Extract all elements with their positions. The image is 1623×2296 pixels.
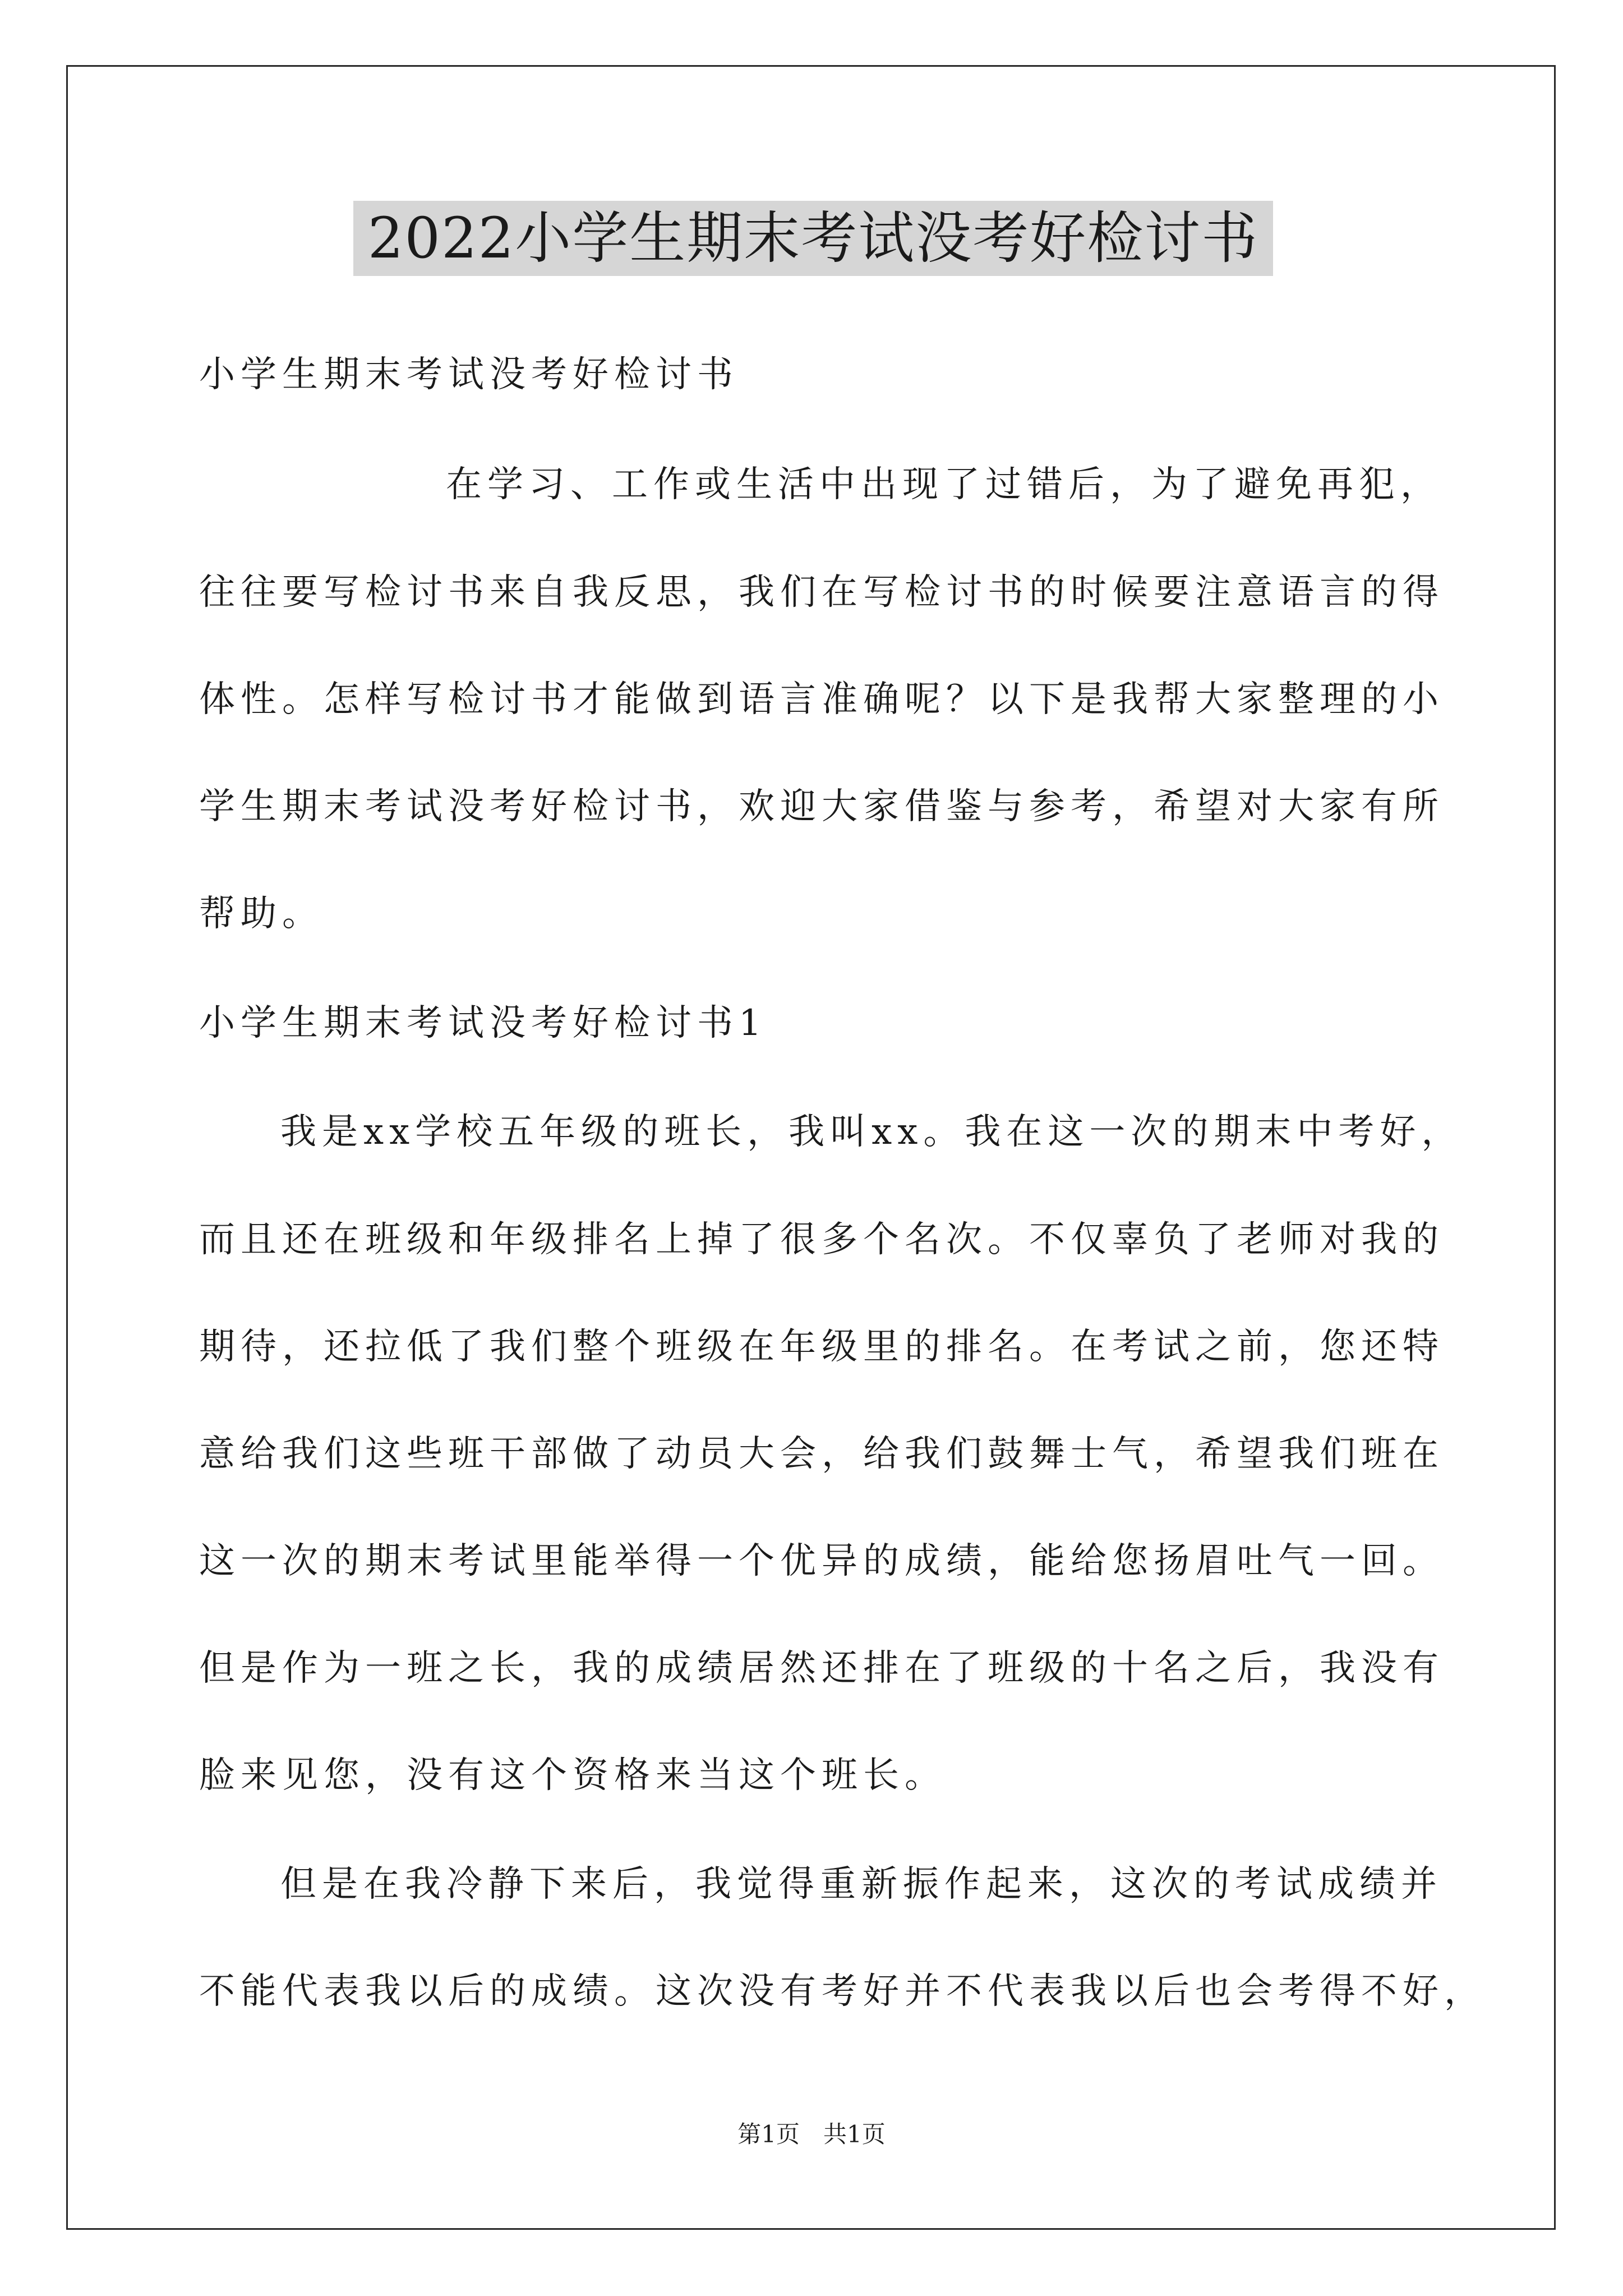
page-footer: 第1页 共1页 <box>737 2120 886 2148</box>
paragraph-line: 但是作为一班之长，我的成绩居然还排在了班级的十名之后，我没有 <box>199 1648 1444 1689</box>
paragraph-line: 我是xx学校五年级的班长，我叫xx。我在这一次的期末中考好， <box>280 1111 1463 1153</box>
paragraph-line: 意给我们这些班干部做了动员大会，给我们鼓舞士气，希望我们班在 <box>199 1433 1444 1475</box>
paragraph-line: 帮助。 <box>199 893 324 935</box>
paragraph-line: 学生期末考试没考好检讨书，欢迎大家借鉴与参考，希望对大家有所 <box>199 786 1444 827</box>
paragraph-line: 不能代表我以后的成绩。这次没有考好并不代表我以后也会考得不好， <box>199 1971 1486 2012</box>
document-title: 2022小学生期末考试没考好检讨书 <box>353 201 1273 276</box>
paragraph-line: 期待，还拉低了我们整个班级在年级里的排名。在考试之前，您还特 <box>199 1326 1444 1368</box>
paragraph-line: 往往要写检讨书来自我反思，我们在写检讨书的时候要注意语言的得 <box>199 572 1444 613</box>
paragraph-line: 这一次的期末考试里能举得一个优异的成绩，能给您扬眉吐气一回。 <box>199 1540 1444 1582</box>
paragraph-line: 在学习、工作或生活中出现了过错后，为了避免再犯， <box>446 464 1442 505</box>
paragraph-line: 体性。怎样写检讨书才能做到语言准确呢？以下是我帮大家整理的小 <box>199 679 1444 720</box>
section-heading: 小学生期末考试没考好检讨书1 <box>199 1002 767 1044</box>
paragraph-line: 脸来见您，没有这个资格来当这个班长。 <box>199 1755 946 1796</box>
paragraph-line: 而且还在班级和年级排名上掉了很多个名次。不仅辜负了老师对我的 <box>199 1219 1444 1260</box>
paragraph-line: 但是在我冷静下来后，我觉得重新振作起来，这次的考试成绩并 <box>280 1864 1442 1905</box>
section-heading: 小学生期末考试没考好检讨书 <box>199 354 739 395</box>
